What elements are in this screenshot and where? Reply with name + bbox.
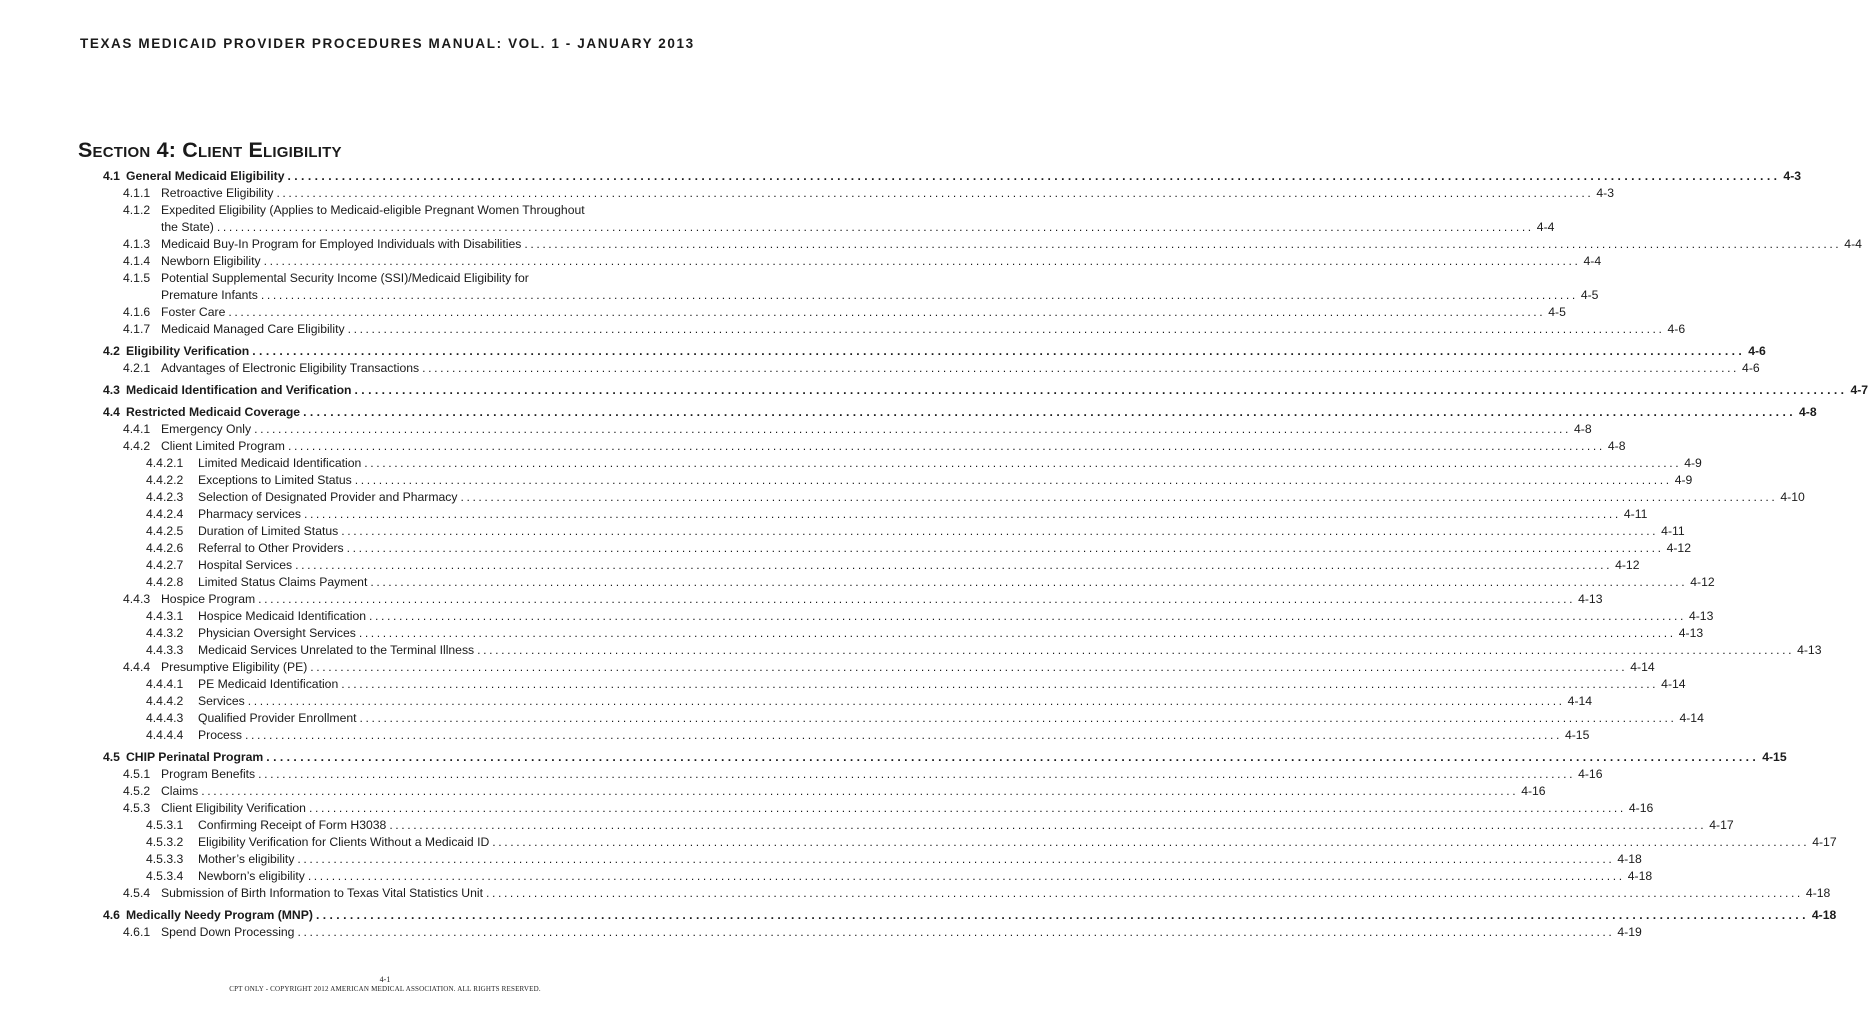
toc-entry-number: 4.4.2.5 (146, 524, 184, 538)
toc-entry-title: Newborn’s eligibility (198, 869, 305, 883)
toc-entry-number: 4.1.3 (123, 237, 151, 251)
toc-entry-number: 4.5.3.2 (146, 835, 184, 849)
toc-entry-title: Medicaid Buy-In Program for Employed Individuals with Disabilities (161, 237, 522, 251)
toc-entry[interactable] (103, 727, 1590, 744)
toc-entry-number: 4.3 (103, 383, 120, 397)
dot-leader: ............................................................................................................................................................................................................................ (369, 609, 1686, 623)
toc-entry-page: 4-4 (1583, 254, 1602, 268)
dot-leader: ............................................................................................................................................................................................................................ (295, 558, 1613, 572)
toc-entry-number: 4.4.4.1 (146, 677, 184, 691)
toc-entry-page: 4-18 (1811, 908, 1837, 922)
toc-entry-title: Medicaid Identification and Verification (126, 383, 352, 397)
toc-entry-title: Advantages of Electronic Eligibility Transactions (161, 361, 420, 375)
toc-entry[interactable] (103, 540, 1691, 557)
toc-entry-title: Retroactive Eligibility (161, 186, 274, 200)
toc-entry-page: 4-12 (1666, 541, 1691, 555)
toc-entry[interactable] (103, 253, 1602, 270)
toc-entry-title: Pharmacy services (198, 507, 301, 521)
dot-leader: ............................................................................................................................................................................................................................ (524, 237, 1842, 251)
toc-entry-page: 4-13 (1678, 626, 1704, 640)
toc-entry-title: CHIP Perinatal Program (126, 750, 264, 764)
toc-entry-title: Restricted Medicaid Coverage (126, 405, 301, 419)
toc-entry-page: 4-6 (1742, 361, 1760, 375)
dot-leader: ............................................................................................................................................................................................................................ (354, 383, 1848, 397)
toc-entry[interactable] (103, 489, 1805, 506)
toc-entry-number: 4.4.2.3 (146, 490, 184, 504)
toc-entry-number: 4.5.1 (123, 767, 151, 781)
toc-entry-page: 4-16 (1521, 784, 1546, 798)
dot-leader: ............................................................................................................................................................................................................................ (341, 677, 1659, 691)
toc-entry-page: 4-4 (1536, 220, 1555, 234)
toc-entry[interactable] (103, 642, 1822, 659)
toc-entry-number: 4.1.1 (123, 186, 151, 200)
toc-entry-number: 4.1.5 (123, 271, 151, 285)
toc-entry-page: 4-9 (1674, 473, 1693, 487)
section-title: Section 4: Client Eligibility (78, 138, 342, 162)
toc-entry-title: Expedited Eligibility (Applies to Medicaid-eligible Pregnant Women Throughout (161, 203, 585, 217)
toc-entry[interactable] (103, 236, 1862, 253)
toc-entry-number: 4.5.4 (123, 886, 151, 900)
toc-entry-page: 4-18 (1617, 852, 1642, 866)
running-header: TEXAS MEDICAID PROVIDER PROCEDURES MANUAL: VOL. 1 - JANUARY 2013 (80, 36, 695, 51)
toc-entry-continuation[interactable] (103, 219, 1555, 236)
toc-entry[interactable] (103, 907, 1837, 924)
toc-entry-number: 4.4.1 (123, 422, 151, 436)
toc-entry[interactable] (103, 360, 1760, 377)
toc-entry[interactable] (103, 185, 1614, 202)
dot-leader: ............................................................................................................................................................................................................................ (247, 694, 1565, 708)
toc-entry[interactable] (103, 506, 1648, 523)
toc-entry-title: Medicaid Services Unrelated to the Terminal Illness (198, 643, 475, 657)
dot-leader: ............................................................................................................................................................................................................................ (315, 908, 1809, 922)
toc-entry-page: 4-8 (1574, 422, 1592, 436)
toc-entry[interactable] (103, 608, 1714, 625)
dot-leader: ............................................................................................................................................................................................................................ (346, 541, 1664, 555)
toc-entry-page: 4-15 (1564, 728, 1590, 742)
toc-entry-title: Hospice Program (161, 592, 256, 606)
toc-entry-number: 4.6.1 (123, 925, 151, 939)
toc-entry-title: Qualified Provider Enrollment (198, 711, 357, 725)
toc-entry-number: 4.5.3.4 (146, 869, 184, 883)
toc-entry-number: 4.4.3.2 (146, 626, 184, 640)
toc-entry-title: Potential Supplemental Security Income (SSI)/Medicaid Eligibility for (161, 271, 529, 285)
dot-leader: ............................................................................................................................................................................................................................ (297, 852, 1615, 866)
toc-entry-title: Limited Status Claims Payment (198, 575, 368, 589)
toc-entry-number: 4.1.6 (123, 305, 151, 319)
toc-entry[interactable] (103, 693, 1593, 710)
toc-entry[interactable] (103, 659, 1655, 676)
toc-entry-title: Submission of Birth Information to Texas Vital Statistics Unit (161, 886, 483, 900)
toc-entry[interactable] (103, 382, 1868, 399)
dot-leader: ............................................................................................................................................................................................................................ (252, 344, 1746, 358)
dot-leader: ............................................................................................................................................................................................................................ (460, 490, 1778, 504)
dot-leader: ............................................................................................................................................................................................................................ (303, 507, 1621, 521)
toc-entry-title: Presumptive Eligibility (PE) (161, 660, 308, 674)
toc-entry[interactable] (103, 270, 626, 287)
dot-leader: ............................................................................................................................................................................................................................ (341, 524, 1659, 538)
toc-entry-page: 4-5 (1580, 288, 1599, 302)
dot-leader: ............................................................................................................................................................................................................................ (358, 626, 1676, 640)
dot-leader: ............................................................................................................................................................................................................................ (485, 886, 1803, 900)
toc-entry-number: 4.4.2.1 (146, 456, 184, 470)
toc-entry-title: Medically Needy Program (MNP) (126, 908, 313, 922)
toc-entry-number: 4.4.4.4 (146, 728, 184, 742)
toc-entry[interactable] (103, 591, 1603, 608)
toc-entry-number: 4.5.3.3 (146, 852, 184, 866)
toc-entry-number: 4.4 (103, 405, 120, 419)
toc-entry-number: 4.5.3.1 (146, 818, 184, 832)
dot-leader: ............................................................................................................................................................................................................................ (310, 660, 1628, 674)
dot-leader: ............................................................................................................................................................................................................................ (216, 220, 1534, 234)
toc-entry-title: Foster Care (161, 305, 226, 319)
toc-entry[interactable] (103, 676, 1686, 693)
toc-entry-number: 4.5.2 (123, 784, 151, 798)
toc-entry-title-continued: the State) (161, 220, 214, 234)
toc-entry-number: 4.4.2 (123, 439, 151, 453)
toc-entry-number: 4.4.2.8 (146, 575, 184, 589)
dot-leader: ............................................................................................................................................................................................................................ (492, 835, 1810, 849)
toc-entry-title: Selection of Designated Provider and Pharmacy (198, 490, 458, 504)
toc-entry-title-continued: Premature Infants (161, 288, 258, 302)
toc-entry-title: Newborn Eligibility (161, 254, 261, 268)
toc-entry[interactable] (103, 885, 1831, 902)
toc-entry[interactable] (103, 749, 1787, 766)
toc-entry-title: Spend Down Processing (161, 925, 295, 939)
toc-entry-title: Mother’s eligibility (198, 852, 295, 866)
toc-entry[interactable] (103, 817, 1734, 834)
dot-leader: ............................................................................................................................................................................................................................ (276, 186, 1594, 200)
toc-entry-continuation[interactable] (103, 287, 1599, 304)
toc-entry-page: 4-10 (1780, 490, 1805, 504)
toc-entry-number: 4.4.2.2 (146, 473, 184, 487)
toc-entry-page: 4-9 (1684, 456, 1702, 470)
dot-leader: ............................................................................................................................................................................................................................ (258, 767, 1576, 781)
toc-entry-title: Referral to Other Providers (198, 541, 344, 555)
dot-leader: ............................................................................................................................................................................................................................ (263, 254, 1581, 268)
dot-leader: ............................................................................................................................................................................................................................ (245, 728, 1562, 742)
toc-entry-number: 4.4.2.4 (146, 507, 184, 521)
footer-copyright: CPT ONLY - COPYRIGHT 2012 AMERICAN MEDICAL ASSOCIATION. ALL RIGHTS RESERVED. (229, 985, 541, 993)
toc-entry-title: PE Medicaid Identification (198, 677, 339, 691)
toc-entry-page: 4-14 (1567, 694, 1593, 708)
toc-entry-page: 4-13 (1578, 592, 1603, 606)
dot-leader: ............................................................................................................................................................................................................................ (228, 305, 1546, 319)
toc-entry[interactable] (103, 557, 1640, 574)
toc-entry-number: 4.5 (103, 750, 120, 764)
dot-leader: ............................................................................................................................................................................................................................ (287, 169, 1781, 183)
toc-entry-page: 4-7 (1850, 383, 1868, 397)
table-of-contents (103, 168, 1868, 941)
dot-leader: ............................................................................................................................................................................................................................ (307, 869, 1625, 883)
dot-leader: ............................................................................................................................................................................................................................ (308, 801, 1626, 815)
toc-entry-number: 4.2.1 (123, 361, 151, 375)
toc-entry-number: 4.4.4 (123, 660, 151, 674)
toc-entry[interactable] (103, 343, 1766, 360)
toc-entry-number: 4.4.4.2 (146, 694, 184, 708)
dot-leader: ............................................................................................................................................................................................................................ (260, 288, 1578, 302)
dot-leader: ............................................................................................................................................................................................................................ (364, 456, 1682, 470)
toc-entry[interactable] (103, 710, 1704, 727)
dot-leader: ............................................................................................................................................................................................................................ (389, 818, 1707, 832)
toc-entry-number: 4.4.4.3 (146, 711, 184, 725)
toc-entry-title: Hospice Medicaid Identification (198, 609, 367, 623)
toc-entry-page: 4-11 (1623, 507, 1648, 521)
toc-entry-page: 4-3 (1596, 186, 1614, 200)
toc-entry-page: 4-14 (1679, 711, 1704, 725)
toc-entry-title: Claims (161, 784, 199, 798)
toc-entry-page: 4-16 (1628, 801, 1654, 815)
toc-entry-number: 4.6 (103, 908, 120, 922)
toc-entry-number: 4.4.2.6 (146, 541, 184, 555)
dot-leader: ............................................................................................................................................................................................................................ (477, 643, 1795, 657)
dot-leader: ............................................................................................................................................................................................................................ (347, 322, 1665, 336)
toc-entry-title: Client Limited Program (161, 439, 285, 453)
footer-page-number: 4-1 (379, 975, 391, 984)
toc-entry-page: 4-3 (1783, 169, 1802, 183)
dot-leader: ............................................................................................................................................................................................................................ (422, 361, 1740, 375)
dot-leader: ............................................................................................................................................................................................................................ (254, 422, 1572, 436)
toc-entry-title: Hospital Services (198, 558, 293, 572)
toc-entry-title: Confirming Receipt of Form H3038 (198, 818, 387, 832)
toc-entry-page: 4-12 (1690, 575, 1715, 589)
toc-entry-page: 4-6 (1667, 322, 1686, 336)
toc-entry[interactable] (103, 168, 1802, 185)
toc-entry-number: 4.1.7 (123, 322, 151, 336)
toc-entry-title: Eligibility Verification (126, 344, 250, 358)
toc-entry-number: 4.4.2.7 (146, 558, 184, 572)
toc-entry-page: 4-15 (1762, 750, 1787, 764)
toc-entry-number: 4.1.4 (123, 254, 151, 268)
dot-leader: ............................................................................................................................................................................................................................ (258, 592, 1576, 606)
toc-entry-page: 4-12 (1615, 558, 1640, 572)
toc-entry[interactable] (103, 321, 1686, 338)
dot-leader: ............................................................................................................................................................................................................................ (266, 750, 1760, 764)
toc-entry-number: 4.4.3.1 (146, 609, 184, 623)
toc-entry-page: 4-5 (1548, 305, 1566, 319)
dot-leader: ............................................................................................................................................................................................................................ (287, 439, 1605, 453)
toc-entry-title: Program Benefits (161, 767, 256, 781)
toc-entry[interactable] (103, 574, 1715, 591)
toc-entry-page: 4-16 (1578, 767, 1603, 781)
toc-entry[interactable] (103, 421, 1592, 438)
toc-entry[interactable] (103, 523, 1685, 540)
toc-entry-page: 4-18 (1627, 869, 1653, 883)
toc-entry[interactable] (103, 851, 1642, 868)
toc-entry-page: 4-17 (1709, 818, 1734, 832)
toc-entry-title: Eligibility Verification for Clients Without a Medicaid ID (198, 835, 490, 849)
toc-entry[interactable] (103, 404, 1817, 421)
toc-entry-page: 4-13 (1688, 609, 1714, 623)
toc-entry-page: 4-8 (1607, 439, 1626, 453)
toc-entry-title: Client Eligibility Verification (161, 801, 306, 815)
toc-entry-number: 4.1 (103, 169, 120, 183)
toc-entry-page: 4-6 (1748, 344, 1766, 358)
dot-leader: ............................................................................................................................................................................................................................ (359, 711, 1677, 725)
toc-entry-page: 4-14 (1661, 677, 1686, 691)
toc-entry[interactable] (103, 766, 1603, 783)
toc-entry-number: 4.1.2 (123, 203, 151, 217)
dot-leader: ............................................................................................................................................................................................................................ (303, 405, 1797, 419)
toc-entry[interactable] (103, 783, 1546, 800)
toc-entry[interactable] (103, 924, 1642, 941)
toc-entry[interactable] (103, 472, 1693, 489)
dot-leader: ............................................................................................................................................................................................................................ (297, 925, 1615, 939)
toc-entry-title: Process (198, 728, 243, 742)
dot-leader: ............................................................................................................................................................................................................................ (370, 575, 1688, 589)
toc-entry[interactable] (103, 304, 1566, 321)
toc-entry-page: 4-13 (1797, 643, 1822, 657)
toc-entry[interactable] (103, 625, 1704, 642)
toc-entry-number: 4.4.3.3 (146, 643, 184, 657)
toc-entry[interactable] (103, 834, 1837, 851)
dot-leader: ............................................................................................................................................................................................................................ (354, 473, 1672, 487)
toc-entry-page: 4-14 (1630, 660, 1655, 674)
toc-entry-title: Exceptions to Limited Status (198, 473, 352, 487)
toc-entry[interactable] (103, 800, 1654, 817)
toc-entry[interactable] (103, 202, 626, 219)
toc-entry-page: 4-11 (1661, 524, 1685, 538)
toc-entry[interactable] (103, 438, 1626, 455)
toc-entry-number: 4.4.3 (123, 592, 151, 606)
toc-entry-title: Physician Oversight Services (198, 626, 356, 640)
toc-entry-title: Duration of Limited Status (198, 524, 339, 538)
toc-entry-page: 4-8 (1799, 405, 1817, 419)
toc-entry-number: 4.5.3 (123, 801, 151, 815)
toc-entry-title: Emergency Only (161, 422, 252, 436)
toc-entry-title: Services (198, 694, 245, 708)
toc-entry-page: 4-18 (1805, 886, 1831, 900)
toc-entry[interactable] (103, 455, 1702, 472)
dot-leader: ............................................................................................................................................................................................................................ (201, 784, 1519, 798)
toc-entry-title: Medicaid Managed Care Eligibility (161, 322, 345, 336)
toc-entry-number: 4.2 (103, 344, 120, 358)
toc-entry-title: General Medicaid Eligibility (126, 169, 285, 183)
toc-entry-page: 4-4 (1844, 237, 1862, 251)
toc-entry-page: 4-19 (1617, 925, 1642, 939)
toc-entry-title: Limited Medicaid Identification (198, 456, 362, 470)
toc-entry-page: 4-17 (1812, 835, 1837, 849)
toc-entry[interactable] (103, 868, 1653, 885)
